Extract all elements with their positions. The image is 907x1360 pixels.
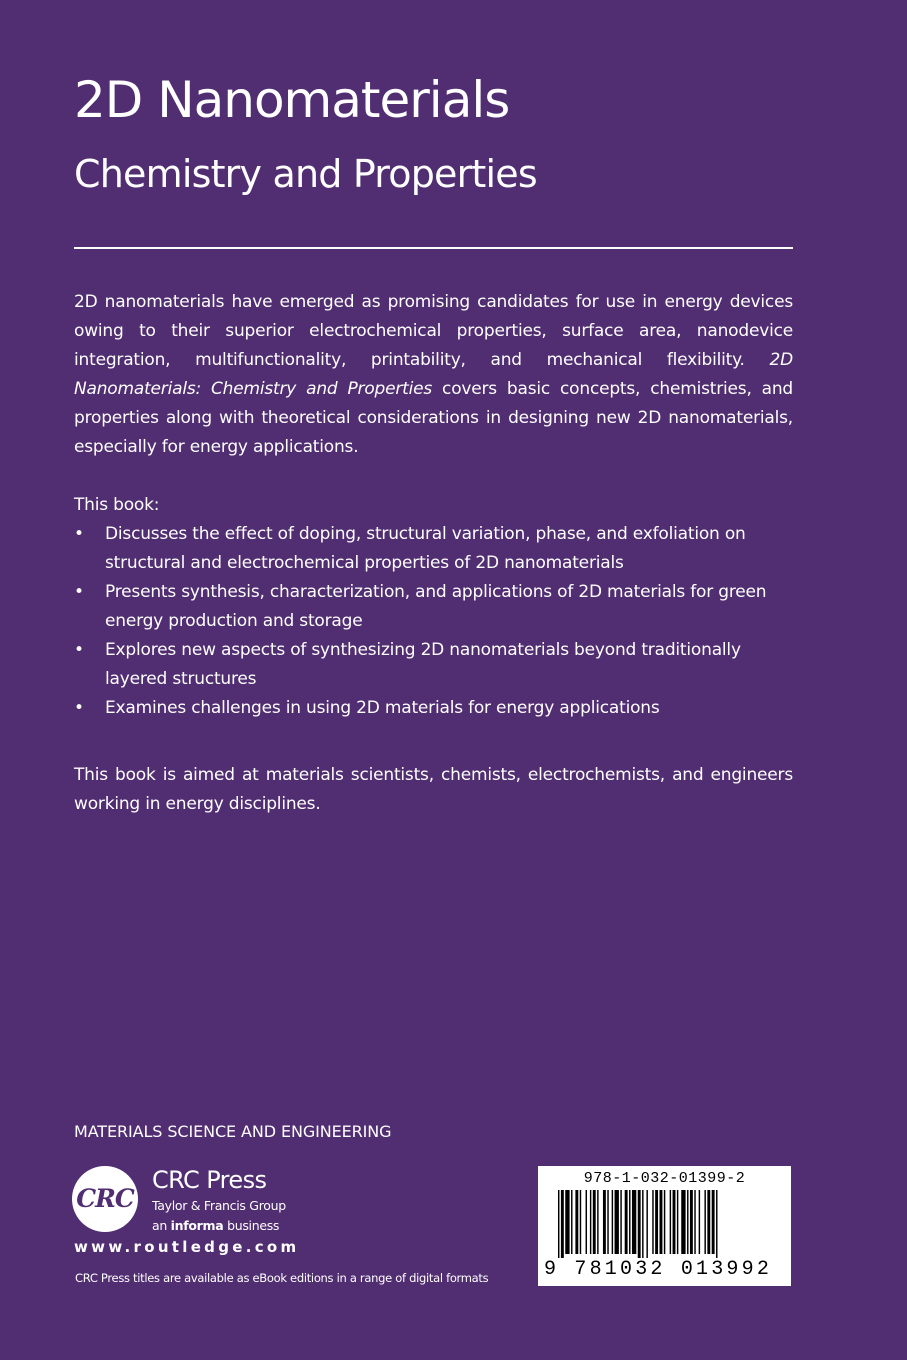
book-description [74, 288, 793, 819]
isbn-barcode [538, 1166, 791, 1286]
ebook-note: CRC Press titles are available as eBook editions in a range of digital formats [75, 1271, 489, 1285]
feature-text: Examines challenges in using 2D materials for energy applications [105, 698, 660, 718]
isbn-number: 978-1-032-01399-2 [583, 1170, 746, 1187]
feature-text: Discusses the effect of doping, structural variation, phase, and exfoliation on structural and electrochemical properties of 2D nanomaterials [105, 524, 746, 573]
feature-list [74, 520, 793, 723]
publisher-business-prefix: an [152, 1218, 171, 1233]
intro-text-2: covers basic concepts, chemistries, and properties along with theoretical considerations in designing new 2D nanomaterials, especially for energy applications. [74, 379, 793, 457]
barcode-icon [558, 1190, 772, 1258]
barcode-digits: 9 781032 013992 [544, 1258, 773, 1281]
feature-list-item [74, 578, 793, 636]
intro-text-1: 2D nanomaterials have emerged as promising candidates for use in energy devices owing to their superior electrochemical properties, surface area, nanodevice integration, multifunctionality, printability, and mechanical flexibility. [74, 292, 793, 370]
bullet-icon: • [74, 698, 84, 718]
feature-list-item [74, 520, 793, 578]
intro-book-title-italic: 2D Nanomaterials: Chemistry and Properties [74, 350, 793, 399]
crc-logo-icon [72, 1166, 138, 1232]
list-intro: This book: [74, 495, 160, 515]
feature-list-item [74, 636, 793, 694]
crc-logo-text: CRC [76, 1184, 134, 1213]
book-title: 2D Nanomaterials [74, 71, 510, 129]
title-divider [74, 247, 793, 249]
intro-paragraph [74, 288, 793, 462]
book-subtitle: Chemistry and Properties [74, 152, 537, 196]
publisher-name: CRC Press [152, 1166, 267, 1194]
bullet-icon: • [74, 640, 84, 660]
audience-paragraph: This book is aimed at materials scientists, chemists, electrochemists, and engineers working in energy disciplines. [74, 765, 793, 814]
bullet-icon: • [74, 524, 84, 544]
feature-list-item [74, 694, 793, 723]
feature-text: Explores new aspects of synthesizing 2D nanomaterials beyond traditionally layered structures [105, 640, 741, 689]
publisher-website: www.routledge.com [74, 1238, 300, 1256]
series-label: MATERIALS SCIENCE AND ENGINEERING [74, 1122, 392, 1141]
feature-text: Presents synthesis, characterization, and applications of 2D materials for green energy production and storage [105, 582, 767, 631]
bullet-icon: • [74, 582, 84, 602]
publisher-group: Taylor & Francis Group [152, 1198, 286, 1213]
publisher-business [152, 1218, 279, 1233]
publisher-business-suffix: business [223, 1218, 280, 1233]
informa-brand: informa [170, 1218, 224, 1233]
